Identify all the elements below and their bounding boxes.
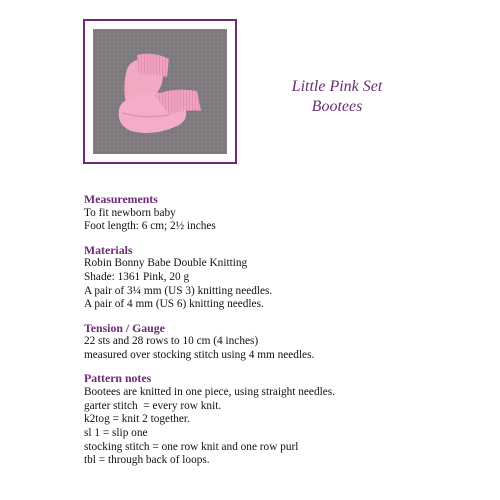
section-materials xyxy=(84,244,464,313)
section-line: stocking stitch = one row knit and one row purl xyxy=(84,440,299,453)
section-heading: Measurements xyxy=(84,192,158,206)
bootees-photo xyxy=(93,29,227,154)
section-line: 22 sts and 28 rows to 10 cm (4 inches) xyxy=(84,335,259,348)
photo-frame xyxy=(83,19,237,164)
section-tension-gauge xyxy=(84,322,464,363)
section-heading: Materials xyxy=(84,242,133,257)
title-line-2: Bootees xyxy=(311,98,363,115)
pattern-content xyxy=(84,193,464,478)
section-line: Foot length: 6 cm; 2½ inches xyxy=(84,220,216,233)
section-line: tbl = through back of loops. xyxy=(84,454,210,467)
section-line: To fit newborn baby xyxy=(84,206,176,219)
pattern-title xyxy=(282,77,392,117)
title-line-1: Little Pink Set xyxy=(291,78,383,95)
section-line: Shade: 1361 Pink, 20 g xyxy=(84,271,190,284)
section-line: k2tog = knit 2 together. xyxy=(84,413,190,426)
section-heading: Tension / Gauge xyxy=(84,320,165,335)
section-line: measured over stocking stitch using 4 mm needles. xyxy=(84,349,315,362)
section-line: A pair of 3¼ mm (US 3) knitting needles. xyxy=(84,284,273,297)
section-pattern-notes xyxy=(84,372,464,468)
section-heading: Pattern notes xyxy=(84,371,152,386)
section-line: Bootees are knitted in one piece, using straight needles. xyxy=(84,385,335,398)
knitted-bootees-illustration xyxy=(93,29,227,154)
section-line: Robin Bonny Babe Double Knitting xyxy=(84,257,248,270)
section-line: sl 1 = slip one xyxy=(84,427,148,440)
section-line: A pair of 4 mm (US 6) knitting needles. xyxy=(84,298,264,311)
section-measurements xyxy=(84,193,464,234)
section-line: garter stitch = every row knit. xyxy=(84,399,222,412)
